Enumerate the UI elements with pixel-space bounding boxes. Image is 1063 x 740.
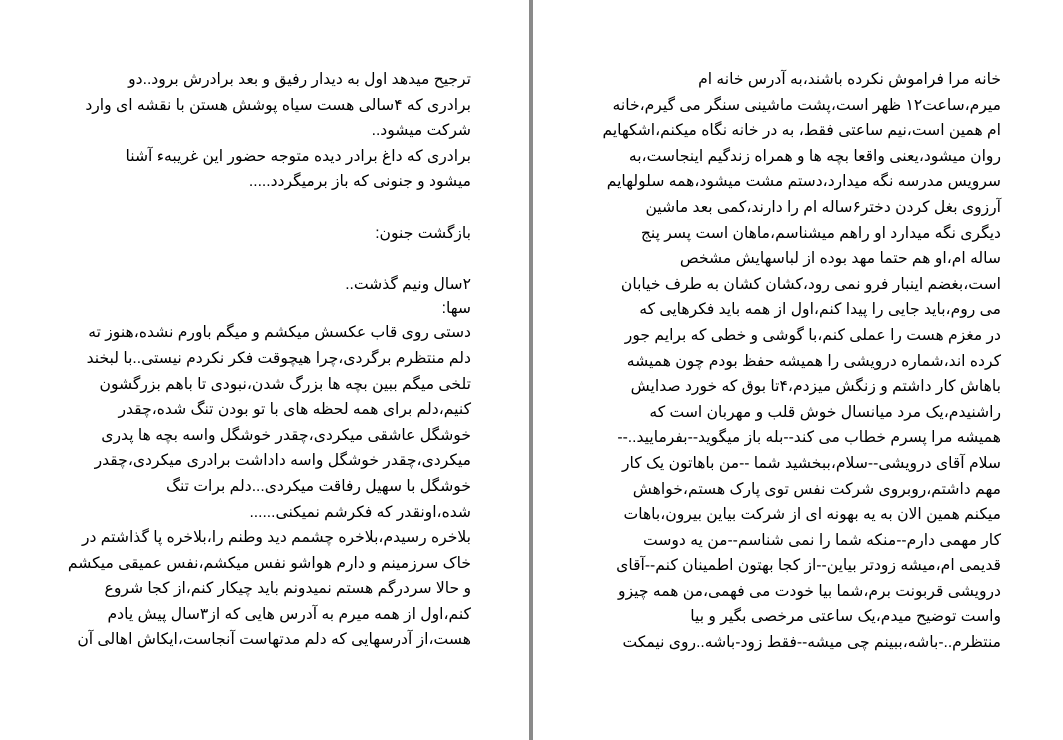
text-line: دستی روی قاب عکسش میکشم و میگم باورم نشده،هنوز ته — [88, 324, 471, 342]
text-line: میرم،ساعت۱۲ ظهر است،پشت ماشینی سنگر می گیرم،خانه — [612, 96, 1001, 114]
text-line: در مغزم هست را عملی کنم،با گوشی و خطی که برایم جور — [624, 326, 1001, 344]
right-page-text — [591, 67, 1001, 656]
text-line: شده،اونقدر که فکرشم نمیکنی...... — [249, 503, 471, 521]
text-line: میکردی،چقدر خوشگل واسه داداشت برادری میکردی،چقدر — [94, 452, 471, 470]
time-note: ۲سال ونیم گذشت.. — [345, 275, 471, 293]
text-line: خوشگل عاشقی میکردی،چقدر خوشگل واسه بچه ها پدری — [101, 426, 471, 444]
text-line: تلخی میگم ببین بچه ها بزرگ شدن،نبودی تا باهم بزرگشون — [99, 375, 471, 393]
text-line: است،بغضم اینبار فرو نمی رود،کشان کشان به طرف خیابان — [620, 275, 1001, 293]
text-line: کنیم،دلم برای همه لحظه های با تو بودن تنگ شده،چقدر — [118, 401, 471, 419]
text-line: منتظرم..-باشه،ببینم چی میشه--فقط زود-باشه..روی نیمکت — [622, 634, 1001, 652]
left-page-text — [61, 67, 471, 653]
text-line: روان میشود،یعنی واقعا بچه ها و همراه زندگیم اینجاست،به — [628, 147, 1001, 165]
text-line: کار مهمی دارم--منکه شما را نمی شناسم--من یه دوست — [643, 531, 1001, 549]
text-line: و حالا سردرگم هستم نمیدونم باید چیکار کنم،از کجا شروع — [104, 580, 471, 598]
text-line: سرویس مدرسه نگه میدارد،دستم مشت میشود،همه سلولهایم — [606, 173, 1001, 191]
text-line: ام همین است،نیم ساعتی فقط، به در خانه نگاه میکنم،اشکهایم — [602, 122, 1001, 140]
text-line: کنم،اول از همه میرم به آدرس هایی که از۳سال پیش یادم — [107, 605, 471, 623]
speaker-label: سها: — [441, 300, 471, 318]
text-line: همیشه مرا پسرم خطاب می کند--بله باز میگوید--بفرمایید..-- — [617, 429, 1001, 447]
text-line: خانه مرا فراموش نکرده باشند،به آدرس خانه ام — [698, 71, 1001, 88]
right-page — [533, 0, 1063, 740]
text-line: واست توضیح میدم،یک ساعتی مرخصی بگیر و بیا — [690, 608, 1001, 626]
paragraph-gap — [61, 195, 471, 221]
text-line: بلاخره رسیدم،بلاخره چشمم دید وطنم را،بلاخره پا گذاشتم در — [82, 529, 471, 547]
text-line: خوشگل با سهیل رفاقت میکردی...دلم برات تنگ — [166, 477, 471, 495]
text-line: می روم،باید جایی را پیدا کنم،اول از همه باید فکرهایی که — [639, 301, 1001, 319]
paragraph-gap — [61, 246, 471, 272]
text-line: میکنم همین الان به یه بهونه ای از شرکت بیاین بیرون،باهات — [623, 506, 1001, 524]
text-line: ترجیح میدهد اول به دیدار رفیق و بعد برادرش برود..دو — [128, 71, 471, 88]
text-line: سلام آقای درویشی--سلام،ببخشید شما --من باهاتون یک کار — [621, 454, 1001, 472]
text-line: برادری که ۴سالی هست سیاه پوشش هستن با نقشه ای وارد — [85, 96, 471, 114]
chapter-heading: بازگشت جنون: — [375, 224, 471, 242]
text-line: میشود و جنونی که باز برمیگردد..... — [248, 173, 471, 191]
text-line: مهم داشتم،روبروی شرکت نفس توی پارک هستم،خواهش — [632, 480, 1001, 498]
text-line: کرده اند،شماره درویشی را همیشه حفظ بودم چون همیشه — [626, 352, 1001, 370]
text-line: دیگری نگه میدارد او راهم میشناسم،ماهان است پسر پنج — [640, 224, 1001, 242]
text-line: باهاش کار داشتم و زنگش میزدم،۴تا بوق که خورد صدایش — [630, 378, 1001, 396]
text-line: درویشی قربونت برم،شما بیا خودت می فهمی،من همه چیزو — [618, 582, 1001, 600]
text-line: قدیمی ام،میشه زودتر بیاین--از کجا بهتون اطمینان کنم--آقای — [616, 557, 1001, 575]
text-line: راشنیدم،یک مرد میانسال خوش قلب و مهربان است که — [649, 403, 1001, 421]
text-line: دلم منتظرم برگردی،چرا هیچوقت فکر نکردم نیستی..با لبخند — [86, 349, 471, 367]
text-line: برادری که داغ برادر دیده متوجه حضور این غریبهء آشنا — [125, 147, 471, 165]
text-line: هست،از آدرسهایی که دلم مدتهاست آنجاست،ایکاش اهالی آن — [77, 631, 471, 649]
text-line: شرکت میشود.. — [371, 122, 471, 140]
text-line: آرزوی بغل کردن دختر۶ساله ام را دارند،کمی بعد ماشین — [645, 198, 1001, 216]
text-line: خاک سرزمینم و دارم هواشو نفس میکشم،نفس عمیقی میکشم — [67, 554, 471, 572]
left-page — [0, 0, 529, 740]
text-line: ساله ام،او هم حتما مهد بوده از لباسهایش مشخص — [679, 250, 1001, 268]
